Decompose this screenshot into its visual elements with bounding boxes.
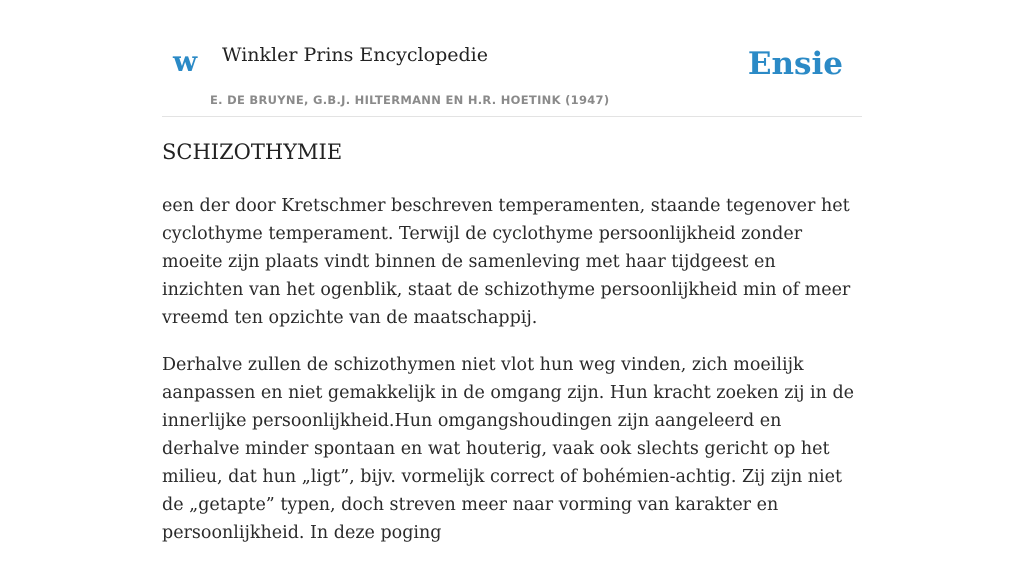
source-authors: E. DE BRUYNE, G.B.J. HILTERMANN EN H.R. HOETINK (1947) — [210, 93, 610, 107]
source-title-link[interactable]: Winkler Prins Encyclopedie — [222, 44, 488, 66]
article-body — [162, 192, 862, 566]
source-header — [162, 0, 862, 117]
article-title: SCHIZOTHYMIE — [162, 140, 343, 164]
article-paragraph: Derhalve zullen de schizothymen niet vlot hun weg vinden, zich moeilijk aanpassen en niet gemakkelijk in de omgang zijn. Hun kracht zoeken zij in de innerlijke persoonlijkheid.Hun omgangshoudingen zijn aangeleerd en derhalve minder spontaan en wat houterig, vaak ook slechts gericht op het milieu, dat hun „ligt”, bijv. vormelijk correct of bohémien-achtig. Zij zijn niet de „getapte” typen, doch streven meer naar vorming van karakter en persoonlijkheid. In deze poging — [162, 355, 855, 543]
page — [162, 0, 862, 543]
source-logo-icon[interactable]: w — [173, 45, 198, 78]
article-paragraph: een der door Kretschmer beschreven temperamenten, staande tegenover het cyclothyme temperament. Terwijl de cyclothyme persoonlijkheid zonder moeite zijn plaats vindt binnen de samenleving met haar tijdgeest en inzichten van het ogenblik, staat de schizothyme persoonlijkheid min of meer vreemd ten opzichte van de maatschappij. — [162, 196, 851, 328]
brand-logo-link[interactable]: Ensie — [747, 46, 843, 82]
